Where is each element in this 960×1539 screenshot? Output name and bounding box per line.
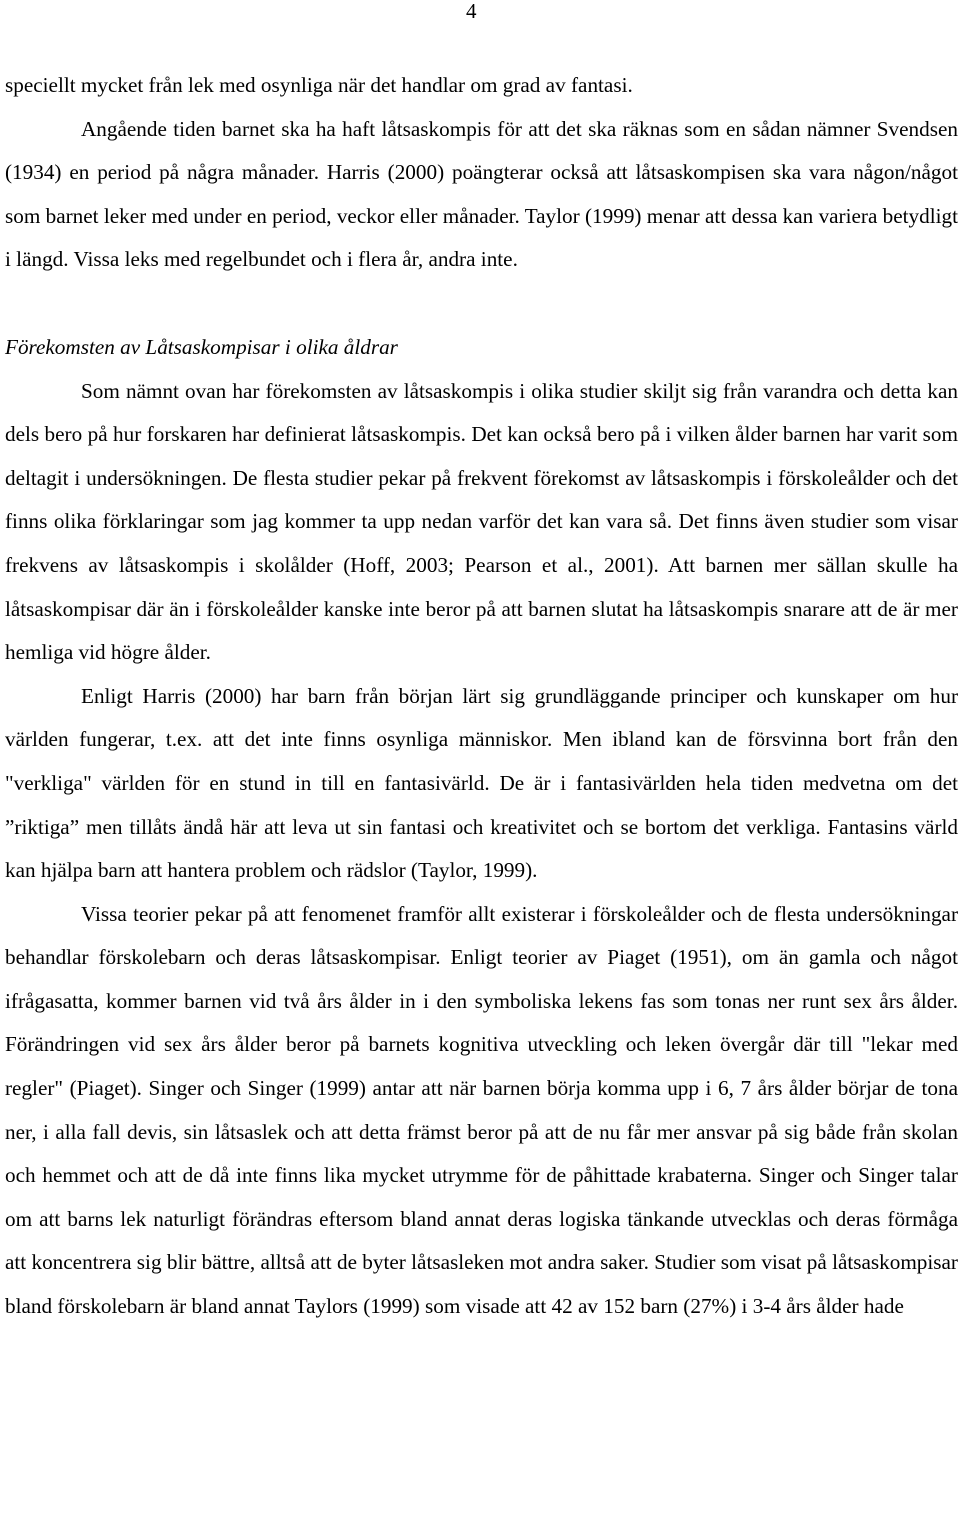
paragraph-duration: Angående tiden barnet ska ha haft låtsaskompis för att det ska räknas som en sådan nämner Svendsen (1934) en period på några månader. Harris (2000) poängterar också att låtsaskompisen ska vara någon/något som barnet leker med under en period, veckor eller månader. Taylor (1999) menar att dessa kan variera betydligt i längd. Vissa leks med regelbundet och i flera år, andra inte. bbox=[5, 116, 958, 272]
paragraph-theories: Vissa teorier pekar på att fenomenet framför allt existerar i förskoleålder och de flesta undersökningar behandlar förskolebarn och deras låtsaskompisar. Enligt teorier av Piaget (1951), om än gamla och något ifrågasatta, kommer barnen vid två års ålder in i den symboliska lekens fas som tonas ner runt sex års ålder. Förändringen vid sex års ålder beror på barnets kognitiva utveckling och leken övergår där till "lekar med regler" (Piaget). Singer och Singer (1999) antar att när barnen börja komma upp i 6, 7 års ålder börjar de tona ner, i alla fall devis, sin låtsaslek och att detta främst beror på att de nu får mer ansvar på sig både från skolan och hemmet och att de då inte finns lika mycket utrymme för de påhittade krabaterna. Singer och Singer talar om att barns lek naturligt förändras eftersom bland annat deras logiska tänkande utvecklas och deras förmåga att koncentrera sig blir bättre, alltså att de byter låtsasleken mot andra saker. Studier som visat på låtsaskompisar bland förskolebarn är bland annat Taylors (1999) som visade att 42 av 152 barn (27%) i 3-4 års ålder hade bbox=[5, 901, 958, 1319]
body-text bbox=[5, 64, 958, 1329]
paragraph-harris: Enligt Harris (2000) har barn från början lärt sig grundläggande principer och kunskaper om hur världen fungerar, t.ex. att det inte finns osynliga människor. Men ibland kan de försvinna bort från den "verkliga" världen för en stund in till en fantasivärld. De är i fantasivärlden hela tiden medvetna om det ”riktiga” men tillåts ändå här att leva ut sin fantasi och kreativitet och se bortom det verkliga. Fantasins värld kan hjälpa barn att hantera problem och rädslor (Taylor, 1999). bbox=[5, 683, 958, 883]
page-number: 4 bbox=[466, 0, 477, 23]
section-heading: Förekomsten av Låtsaskompisar i olika åldrar bbox=[5, 334, 398, 359]
paragraph-prevalence: Som nämnt ovan har förekomsten av låtsaskompis i olika studier skiljt sig från varandra och detta kan dels bero på hur forskaren har definierat låtsaskompis. Det kan också bero på i vilken ålder barnen har varit som deltagit i undersökningen. De flesta studier pekar på frekvent förekomst av låtsaskompis i förskoleålder och det finns olika förklaringar som jag kommer ta upp nedan varför det kan vara så. Det finns även studier som visar frekvens av låtsaskompis i skolålder (Hoff, 2003; Pearson et al., 2001). Att barnen mer sällan skulle ha låtsaskompisar där än i förskoleålder kanske inte beror på att barnen slutat ha låtsaskompis snarare att de är mer hemliga vid högre ålder. bbox=[5, 378, 958, 665]
paragraph-continuation: speciellt mycket från lek med osynliga när det handlar om grad av fantasi. bbox=[5, 73, 633, 97]
section-spacer bbox=[5, 282, 958, 326]
